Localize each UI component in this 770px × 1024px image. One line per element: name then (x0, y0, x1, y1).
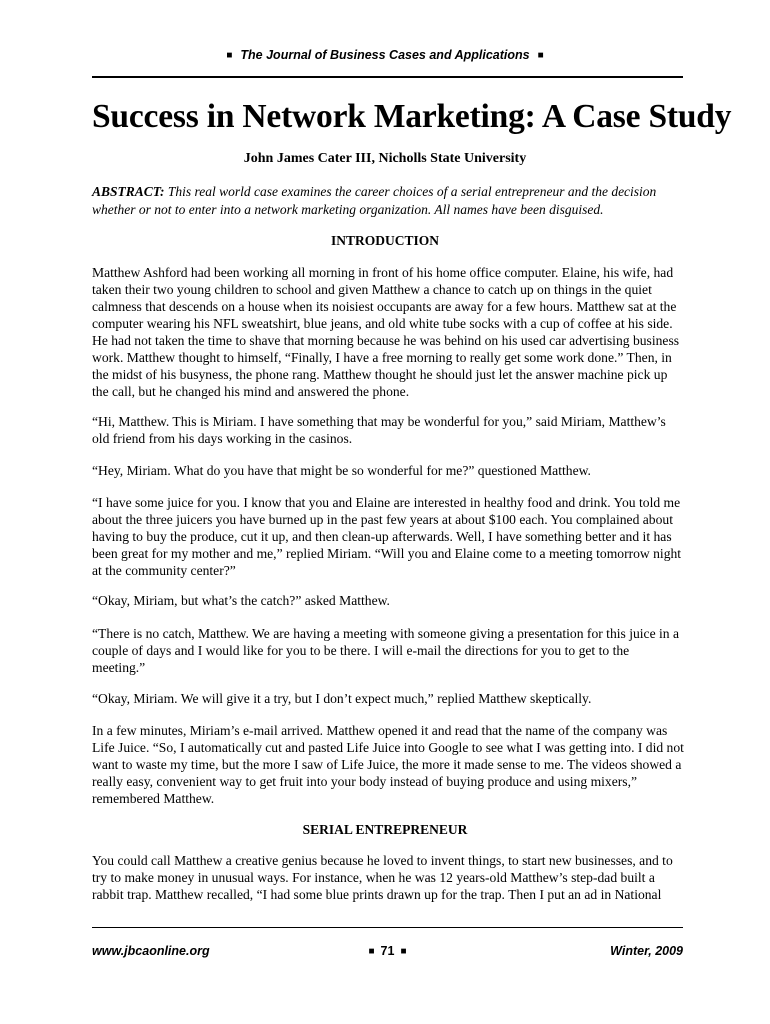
section-heading-introduction: INTRODUCTION (330, 233, 439, 248)
page-number: 71 (380, 944, 395, 958)
abstract-text: This real world case examines the career choices of a serial entrepreneur and the decision whether or not to enter into a network marketing organization. All names have been disguised. (92, 184, 657, 217)
paragraph: “Okay, Miriam. We will give it a try, but I don’t expect much,” replied Matthew skeptically. (92, 691, 592, 706)
paragraph: “There is no catch, Matthew. We are having a meeting with someone giving a presentation for this juice in a couple of days and I would like for you to be there. I will e-mail the directions for you to get to the meeting.” (92, 626, 680, 675)
running-header (0, 48, 770, 62)
abstract (92, 183, 692, 218)
journal-name: The Journal of Business Cases and Applications (240, 48, 530, 62)
footer-website: www.jbcaonline.org (92, 944, 210, 958)
square-bullet-icon: ■ (400, 946, 407, 957)
square-bullet-icon: ■ (537, 50, 544, 61)
square-bullet-icon: ■ (226, 50, 233, 61)
footer-rule (92, 927, 683, 928)
author-byline: John James Cater III, Nicholls State University (243, 151, 527, 166)
paragraph: “Hey, Miriam. What do you have that might be so wonderful for me?” questioned Matthew. (92, 463, 591, 478)
paragraph: “Okay, Miriam, but what’s the catch?” asked Matthew. (92, 593, 390, 608)
article-title: Success in Network Marketing: A Case Study (92, 98, 732, 135)
paragraph: “Hi, Matthew. This is Miriam. I have something that may be wonderful for you,” said Miriam, Matthew’s old friend from his days working in the casinos. (92, 414, 666, 446)
page-number-block (92, 944, 683, 958)
paragraph: Matthew Ashford had been working all morning in front of his home office computer. Elaine, his wife, had taken their two young children to school and given Matthew a chance to catch up on things in the quiet calmness that descends on a house when its noisiest occupants are away for a few hours. Matthew sat at the computer wearing his NFL sweatshirt, blue jeans, and old white tube socks with a cup of coffee at his side. He had not taken the time to shave that morning because he was behind on his used car advertising business work. Matthew thought to himself, “Finally, I have a free morning to really get some work done.” Then, in the midst of his busyness, the phone rang. Matthew thought he should just let the answer machine pick up the call, but he changed his mind and answered the phone. (92, 265, 680, 399)
section-heading-serial-entrepreneur: SERIAL ENTREPRENEUR (302, 822, 468, 837)
paragraph: “I have some juice for you. I know that you and Elaine are interested in healthy food and drink. You told me about the three juicers you have burned up in the past few years at about $100 each. You complained about having to buy the produce, cut it up, and then clean-up afterwards. Well, I have something better and it has been great for my mother and me,” replied Miriam. “Will you and Elaine come to a meeting tomorrow night at the community center?” (92, 495, 682, 578)
header-rule (92, 76, 683, 78)
square-bullet-icon: ■ (368, 946, 375, 957)
abstract-label: ABSTRACT: (92, 184, 165, 199)
footer-issue: Winter, 2009 (610, 944, 683, 958)
paragraph: In a few minutes, Miriam’s e-mail arrived. Matthew opened it and read that the name of the company was Life Juice. “So, I automatically cut and pasted Life Juice into Google to see what I was getting into. I did not want to waste my time, but the more I saw of Life Juice, the more it made sense to me. The videos showed a really easy, convenient way to get fruit into your body instead of buying produce and using mixers,” remembered Matthew. (92, 723, 684, 806)
paragraph: You could call Matthew a creative genius because he loved to invent things, to start new businesses, and to try to make money in unusual ways. For instance, when he was 12 years-old Matthew’s step-dad built a rabbit trap. Matthew recalled, “I had some blue prints drawn up for the trap. Then I put an ad in National (92, 853, 673, 902)
